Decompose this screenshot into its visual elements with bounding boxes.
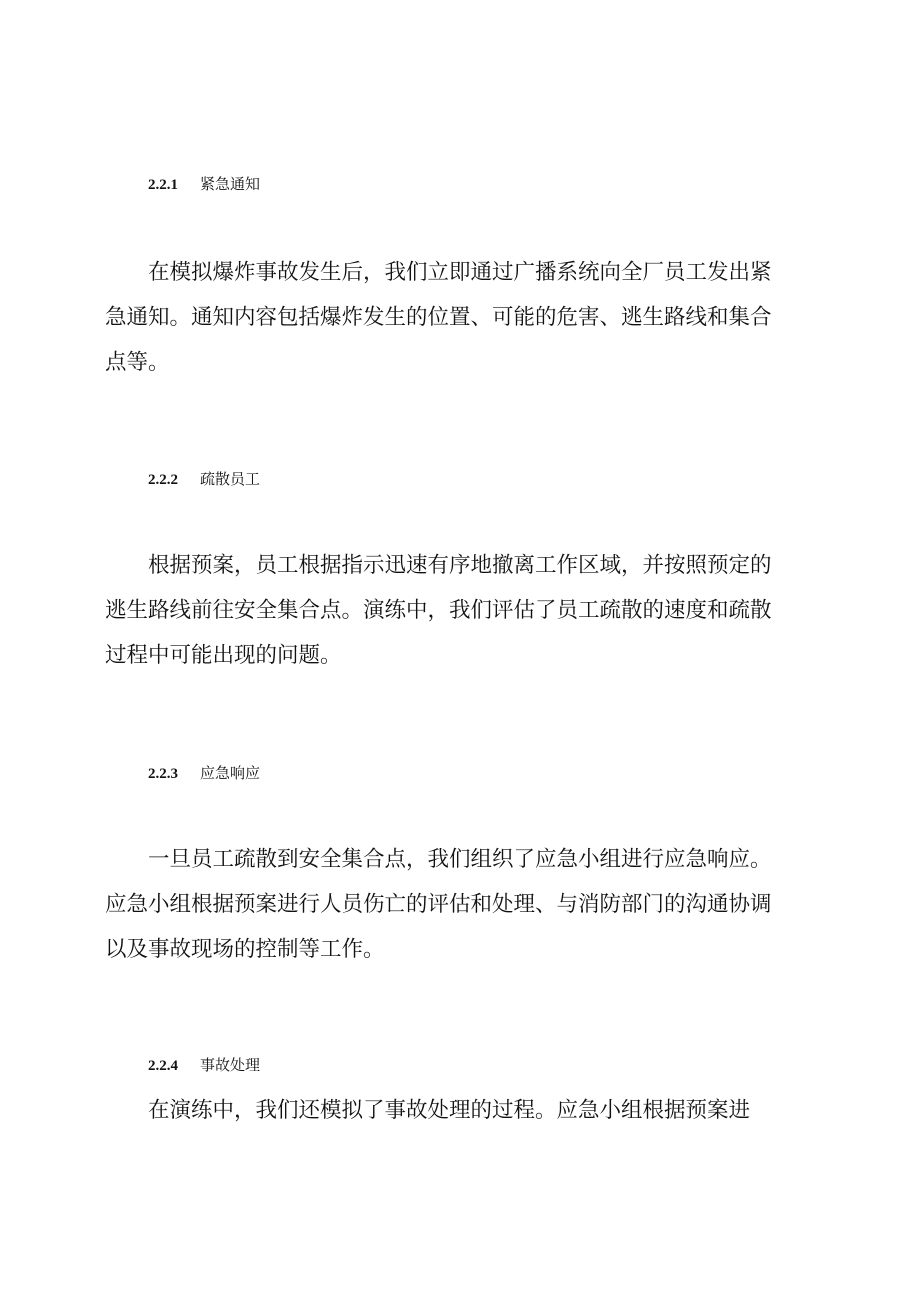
- section-heading-2-2-4: [148, 1055, 260, 1076]
- section-title: 疏散员工: [200, 470, 261, 488]
- section-title: 事故处理: [200, 1056, 261, 1074]
- paragraph-line: 过程中可能出现的问题。: [105, 643, 342, 668]
- section-number: 2.2.1: [148, 177, 178, 193]
- paragraph-line: 点等。: [105, 350, 170, 375]
- section-number: 2.2.2: [148, 472, 178, 488]
- section-paragraph-2-2-1: [105, 250, 820, 385]
- paragraph-line: 逃生路线前往安全集合点。演练中，我们评估了员工疏散的速度和疏散: [105, 598, 772, 623]
- section-number: 2.2.4: [148, 1058, 178, 1074]
- section-paragraph-2-2-3: [105, 837, 820, 972]
- section-heading-2-2-1: [148, 174, 260, 195]
- section-number: 2.2.3: [148, 766, 178, 782]
- section-paragraph-2-2-2: [105, 543, 820, 678]
- section-heading-2-2-2: [148, 469, 260, 490]
- section-heading-2-2-3: [148, 763, 260, 784]
- section-paragraph-2-2-4: [105, 1088, 820, 1133]
- section-title: 紧急通知: [200, 175, 261, 193]
- paragraph-line: 在演练中，我们还模拟了事故处理的过程。应急小组根据预案进: [148, 1098, 751, 1123]
- section-title: 应急响应: [200, 764, 261, 782]
- paragraph-line: 急通知。通知内容包括爆炸发生的位置、可能的危害、逃生路线和集合: [105, 305, 772, 330]
- paragraph-line: 一旦员工疏散到安全集合点，我们组织了应急小组进行应急响应。: [148, 847, 772, 872]
- paragraph-line: 以及事故现场的控制等工作。: [105, 937, 385, 962]
- paragraph-line: 应急小组根据预案进行人员伤亡的评估和处理、与消防部门的沟通协调: [105, 892, 772, 917]
- paragraph-line: 根据预案，员工根据指示迅速有序地撤离工作区域，并按照预定的: [148, 553, 772, 578]
- paragraph-line: 在模拟爆炸事故发生后，我们立即通过广播系统向全厂员工发出紧: [148, 260, 772, 285]
